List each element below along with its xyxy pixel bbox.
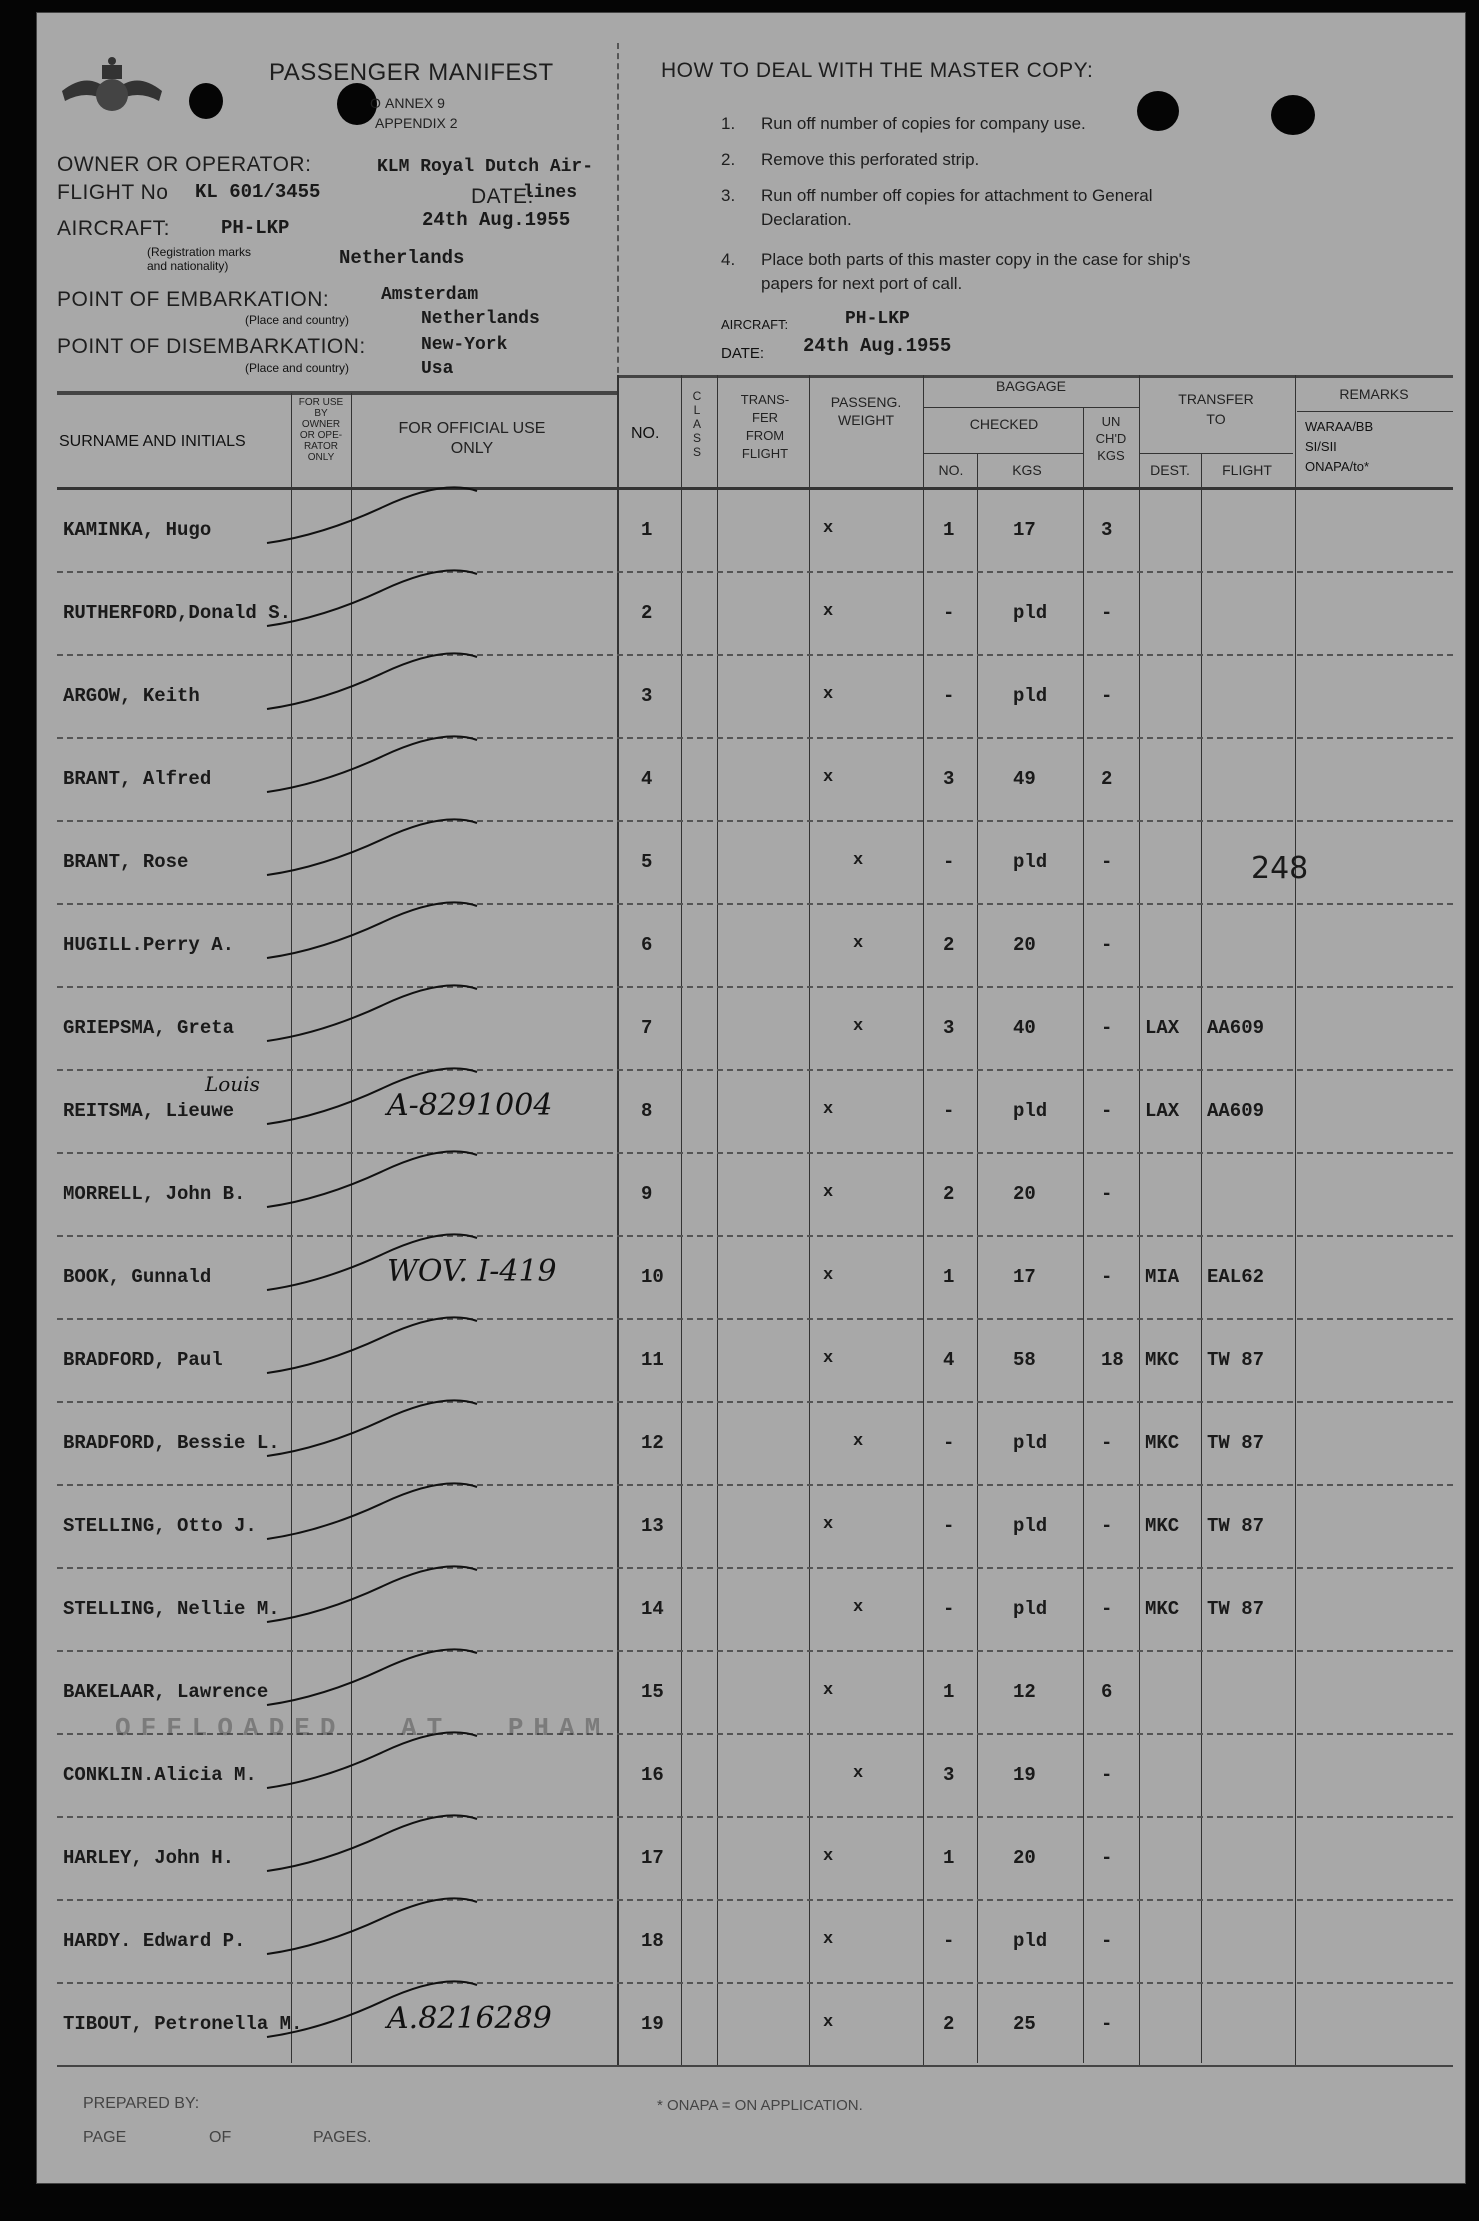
instruction-4-text-2: papers for next port of call. <box>761 274 963 293</box>
weight-mark-2: x <box>853 1017 864 1036</box>
baggage-count: 2 <box>943 1183 955 1205</box>
passenger-number: 9 <box>641 1183 653 1205</box>
baggage-kgs: pld <box>1013 1930 1048 1952</box>
col-baggage: BAGGAGE <box>995 378 1067 394</box>
baggage-kgs: 20 <box>1013 1847 1036 1869</box>
passenger-number: 8 <box>641 1100 653 1122</box>
aircraft-value: PH-LKP <box>221 217 290 239</box>
passenger-number: 2 <box>641 602 653 624</box>
table-row <box>37 1902 1465 1985</box>
baggage-kgs: pld <box>1013 602 1048 624</box>
instruction-1-text: Run off number of copies for company use. <box>761 114 1086 133</box>
baggage-count: - <box>943 1432 955 1454</box>
instructions-aircraft-value: PH-LKP <box>845 309 910 329</box>
klm-crown-logo <box>57 51 167 131</box>
passenger-number: 11 <box>641 1349 664 1371</box>
weight-mark-1: x <box>823 1100 834 1119</box>
col-checked-kgs: KGS <box>1012 462 1042 478</box>
transfer-dest: LAX <box>1145 1100 1180 1122</box>
instruction-3-text-2: Declaration. <box>761 210 852 229</box>
owner-value: KLM Royal Dutch Air- <box>377 157 594 177</box>
baggage-count: 2 <box>943 2013 955 2035</box>
passenger-name: ARGOW, Keith <box>63 685 200 707</box>
baggage-kgs: 58 <box>1013 1349 1036 1371</box>
page-label: PAGE <box>83 2129 127 2146</box>
weight-mark-2: x <box>853 934 864 953</box>
baggage-kgs: 19 <box>1013 1764 1036 1786</box>
remarks-entry: 248 <box>1251 851 1309 886</box>
unchecked-kgs: - <box>1101 1017 1113 1039</box>
baggage-count: 3 <box>943 1764 955 1786</box>
unchecked-kgs: - <box>1101 1183 1113 1205</box>
baggage-kgs: 12 <box>1013 1681 1036 1703</box>
baggage-kgs: pld <box>1013 685 1048 707</box>
col-for-use: FOR USE BY OWNER OR OPE- RATOR ONLY <box>298 397 344 463</box>
baggage-kgs: 17 <box>1013 519 1036 541</box>
table-row <box>37 1819 1465 1902</box>
passenger-number: 19 <box>641 2013 664 2035</box>
registration-note-2: and nationality) <box>147 259 229 273</box>
pen-check-mark <box>263 1066 483 1146</box>
passenger-number: 14 <box>641 1598 664 1620</box>
passenger-number: 4 <box>641 768 653 790</box>
passenger-name: HARLEY, John H. <box>63 1847 235 1869</box>
baggage-kgs: pld <box>1013 1100 1048 1122</box>
transfer-dest: MKC <box>1145 1349 1180 1371</box>
pages-label: PAGES. <box>313 2129 372 2146</box>
unchecked-kgs: 2 <box>1101 768 1113 790</box>
weight-mark-1: x <box>823 2013 834 2032</box>
pen-check-mark <box>263 1979 483 2059</box>
passenger-name: HUGILL.Perry A. <box>63 934 235 956</box>
pen-check-mark <box>263 1813 483 1893</box>
disembarkation-city: New-York <box>421 335 508 355</box>
unchecked-kgs: - <box>1101 851 1113 873</box>
table-row <box>37 1072 1465 1155</box>
pen-check-mark <box>263 1149 483 1229</box>
pen-check-mark <box>263 1896 483 1976</box>
baggage-count: - <box>943 602 955 624</box>
table-row <box>37 1404 1465 1487</box>
baggage-kgs: 20 <box>1013 934 1036 956</box>
col-flight: FLIGHT <box>1222 462 1272 478</box>
instruction-4-text: Place both parts of this master copy in the case for ship's <box>761 250 1191 269</box>
passenger-name: KAMINKA, Hugo <box>63 519 212 541</box>
baggage-kgs: pld <box>1013 1598 1048 1620</box>
passenger-number: 3 <box>641 685 653 707</box>
manifest-title: PASSENGER MANIFEST <box>269 59 554 86</box>
table-row <box>37 740 1465 823</box>
table-row <box>37 574 1465 657</box>
table-row <box>37 1487 1465 1570</box>
unchecked-kgs: - <box>1101 1764 1113 1786</box>
unchecked-kgs: 18 <box>1101 1349 1124 1371</box>
col-transfer-to: TRANSFER TO <box>1178 391 1254 427</box>
pen-check-mark <box>263 1564 483 1644</box>
table-row <box>37 989 1465 1072</box>
unchecked-kgs: - <box>1101 1515 1113 1537</box>
pen-check-mark <box>263 1398 483 1478</box>
transfer-flight: AA609 <box>1207 1100 1265 1122</box>
instructions-aircraft-label: AIRCRAFT: <box>721 317 789 332</box>
col-remarks: REMARKS <box>1339 386 1409 402</box>
weight-mark-1: x <box>823 1266 834 1285</box>
pen-check-mark <box>263 651 483 731</box>
passenger-number: 18 <box>641 1930 664 1952</box>
baggage-kgs: 20 <box>1013 1183 1036 1205</box>
baggage-count: 1 <box>943 1266 955 1288</box>
weight-mark-1: x <box>823 685 834 704</box>
baggage-count: 1 <box>943 1681 955 1703</box>
punch-hole <box>1271 95 1315 135</box>
passenger-number: 1 <box>641 519 653 541</box>
unchecked-kgs: 6 <box>1101 1681 1113 1703</box>
passenger-name: BAKELAAR, Lawrence <box>63 1681 269 1703</box>
appendix-label: APPENDIX 2 <box>375 115 458 131</box>
baggage-count: - <box>943 1930 955 1952</box>
weight-mark-1: x <box>823 1930 834 1949</box>
pen-check-mark <box>263 983 483 1063</box>
col-unchd: UN CH'D KGS <box>1095 414 1127 463</box>
embarkation-label: POINT OF EMBARKATION: <box>57 288 330 311</box>
baggage-count: - <box>943 685 955 707</box>
baggage-kgs: pld <box>1013 1515 1048 1537</box>
passenger-number: 6 <box>641 934 653 956</box>
transfer-dest: MKC <box>1145 1432 1180 1454</box>
pen-check-mark <box>263 1315 483 1395</box>
table-row <box>37 1321 1465 1404</box>
passenger-name: BRANT, Rose <box>63 851 189 873</box>
official-use-entry: WOV. I-419 <box>387 1254 557 1289</box>
col-passenger-weight: PASSENG. WEIGHT <box>830 394 902 428</box>
passenger-name: TIBOUT, Petronella M. <box>63 2013 303 2035</box>
unchecked-kgs: - <box>1101 934 1113 956</box>
weight-mark-1: x <box>823 519 834 538</box>
disembarkation-country: Usa <box>421 359 454 379</box>
unchecked-kgs: - <box>1101 1266 1113 1288</box>
table-row <box>37 1736 1465 1819</box>
passenger-name: HARDY. Edward P. <box>63 1930 246 1952</box>
date-value-1: lines <box>523 183 578 203</box>
of-label: OF <box>209 2129 232 2146</box>
baggage-kgs: 49 <box>1013 768 1036 790</box>
baggage-kgs: 40 <box>1013 1017 1036 1039</box>
embarkation-city: Amsterdam <box>381 285 479 305</box>
transfer-flight: TW 87 <box>1207 1349 1265 1371</box>
remarks-rule <box>1297 411 1453 412</box>
aircraft-label: AIRCRAFT: <box>57 217 171 240</box>
unchecked-kgs: - <box>1101 685 1113 707</box>
transfer-dest: MIA <box>1145 1266 1180 1288</box>
header-divider <box>617 43 620 383</box>
col-dest: DEST. <box>1150 462 1190 478</box>
passenger-number: 15 <box>641 1681 664 1703</box>
unchecked-kgs: - <box>1101 1432 1113 1454</box>
passenger-number: 5 <box>641 851 653 873</box>
date-label: DATE: <box>471 185 534 208</box>
checked-rule <box>923 453 1083 454</box>
baggage-kgs: pld <box>1013 851 1048 873</box>
instruction-3-num: 3. <box>721 186 736 205</box>
disembarkation-place-note: (Place and country) <box>245 361 350 375</box>
onapa-note: * ONAPA = ON APPLICATION. <box>657 2097 863 2114</box>
pen-check-mark <box>263 485 483 565</box>
passenger-name: BRADFORD, Bessie L. <box>63 1432 280 1454</box>
pen-check-mark <box>263 568 483 648</box>
passenger-number: 7 <box>641 1017 653 1039</box>
baggage-kgs: 25 <box>1013 2013 1036 2035</box>
flight-value: KL 601/3455 <box>195 181 321 203</box>
transfer-flight: TW 87 <box>1207 1598 1265 1620</box>
pen-check-mark <box>263 1481 483 1561</box>
flight-label: FLIGHT No <box>57 181 169 204</box>
unchecked-kgs: - <box>1101 602 1113 624</box>
punch-hole <box>189 83 223 119</box>
table-row <box>37 823 1465 906</box>
instruction-2-num: 2. <box>721 150 736 169</box>
table-top-rule <box>57 391 617 395</box>
handwritten-first-name: Louis <box>205 1072 260 1096</box>
passenger-name: CONKLIN.Alicia M. <box>63 1764 257 1786</box>
punch-hole <box>1137 91 1179 131</box>
embarkation-country: Netherlands <box>421 309 540 329</box>
transfer-flight: EAL62 <box>1207 1266 1265 1288</box>
table-row <box>37 1570 1465 1653</box>
offloaded-stamp: OFFLOADED AT PHAM <box>115 1713 611 1743</box>
col-surname: SURNAME AND INITIALS <box>59 433 246 450</box>
passenger-name: BRANT, Alfred <box>63 768 212 790</box>
instruction-3-text: Run off number off copies for attachment to General <box>761 186 1153 205</box>
baggage-count: - <box>943 1515 955 1537</box>
unchecked-kgs: - <box>1101 1847 1113 1869</box>
unchecked-kgs: - <box>1101 1598 1113 1620</box>
annex-prefix: O <box>370 95 381 111</box>
transfer-dest: MKC <box>1145 1598 1180 1620</box>
registration-note-1: (Registration marks <box>147 245 252 259</box>
instructions-date-label: DATE: <box>721 345 765 362</box>
col-class: C L A S S <box>692 389 702 459</box>
transfer-rule <box>1139 453 1293 454</box>
baggage-count: 2 <box>943 934 955 956</box>
passenger-name: MORRELL, John B. <box>63 1183 246 1205</box>
nationality-value: Netherlands <box>339 247 465 269</box>
unchecked-kgs: - <box>1101 2013 1113 2035</box>
instruction-1-num: 1. <box>721 114 736 133</box>
official-use-entry: A.8216289 <box>387 2001 552 2036</box>
baggage-count: 3 <box>943 1017 955 1039</box>
baggage-count: 3 <box>943 768 955 790</box>
pen-check-mark <box>263 817 483 897</box>
baggage-count: - <box>943 1598 955 1620</box>
disembarkation-label: POINT OF DISEMBARKATION: <box>57 335 366 358</box>
table-row <box>37 1985 1465 2068</box>
instruction-2-text: Remove this perforated strip. <box>761 150 980 169</box>
passenger-number: 13 <box>641 1515 664 1537</box>
table-row <box>37 1238 1465 1321</box>
owner-label: OWNER OR OPERATOR: <box>57 153 312 176</box>
passenger-name: STELLING, Nellie M. <box>63 1598 280 1620</box>
passenger-name: STELLING, Otto J. <box>63 1515 257 1537</box>
transfer-flight: TW 87 <box>1207 1432 1265 1454</box>
manifest-sheet <box>36 12 1466 2184</box>
weight-mark-1: x <box>823 1515 834 1534</box>
transfer-dest: MKC <box>1145 1515 1180 1537</box>
footer-rule <box>57 2065 1453 2067</box>
transfer-dest: LAX <box>1145 1017 1180 1039</box>
passenger-name: RUTHERFORD,Donald S. <box>63 602 292 624</box>
baggage-count: 1 <box>943 1847 955 1869</box>
pen-check-mark <box>263 1232 483 1312</box>
baggage-count: - <box>943 1100 955 1122</box>
passenger-name: REITSMA, Lieuwe <box>63 1100 235 1122</box>
passenger-number: 12 <box>641 1432 664 1454</box>
baggage-count: 4 <box>943 1349 955 1371</box>
col-checked-no: NO. <box>938 462 964 478</box>
baggage-kgs: pld <box>1013 1432 1048 1454</box>
instructions-date-value: 24th Aug.1955 <box>803 335 952 357</box>
table-row <box>37 906 1465 989</box>
transfer-flight: TW 87 <box>1207 1515 1265 1537</box>
weight-mark-1: x <box>823 1681 834 1700</box>
col-official-use: FOR OFFICIAL USE ONLY <box>398 420 546 457</box>
weight-mark-2: x <box>853 1764 864 1783</box>
unchecked-kgs: - <box>1101 1930 1113 1952</box>
prepared-by-label: PREPARED BY: <box>83 2095 200 2112</box>
baggage-rule <box>923 407 1139 408</box>
baggage-count: - <box>943 851 955 873</box>
weight-mark-1: x <box>823 602 834 621</box>
pen-check-mark <box>263 734 483 814</box>
weight-mark-1: x <box>823 1349 834 1368</box>
annex-label: ANNEX 9 <box>385 95 445 111</box>
passenger-name: GRIEPSMA, Greta <box>63 1017 235 1039</box>
transfer-flight: AA609 <box>1207 1017 1265 1039</box>
weight-mark-2: x <box>853 851 864 870</box>
col-remarks-sub: WARAA/BB SI/SII ONAPA/to* <box>1305 419 1374 474</box>
official-use-entry: A-8291004 <box>387 1088 553 1123</box>
passenger-name: BOOK, Gunnald <box>63 1266 212 1288</box>
date-value-2: 24th Aug.1955 <box>422 209 571 231</box>
embarkation-place-note: (Place and country) <box>245 313 350 327</box>
table-row <box>37 657 1465 740</box>
instruction-4-num: 4. <box>721 250 736 269</box>
baggage-count: 1 <box>943 519 955 541</box>
weight-mark-1: x <box>823 1183 834 1202</box>
col-no: NO. <box>631 425 660 442</box>
unchecked-kgs: - <box>1101 1100 1113 1122</box>
weight-mark-2: x <box>853 1598 864 1617</box>
weight-mark-1: x <box>823 768 834 787</box>
passenger-name: BRADFORD, Paul <box>63 1349 223 1371</box>
weight-mark-1: x <box>823 1847 834 1866</box>
table-row <box>37 1155 1465 1238</box>
unchecked-kgs: 3 <box>1101 519 1113 541</box>
weight-mark-2: x <box>853 1432 864 1451</box>
instructions-title: HOW TO DEAL WITH THE MASTER COPY: <box>661 59 1094 82</box>
pen-check-mark <box>263 900 483 980</box>
passenger-number: 16 <box>641 1764 664 1786</box>
passenger-number: 10 <box>641 1266 664 1288</box>
baggage-kgs: 17 <box>1013 1266 1036 1288</box>
passenger-number: 17 <box>641 1847 664 1869</box>
col-checked: CHECKED <box>969 416 1039 432</box>
col-transfer-from: TRANS- FER FROM FLIGHT <box>740 392 790 461</box>
table-row <box>37 491 1465 574</box>
